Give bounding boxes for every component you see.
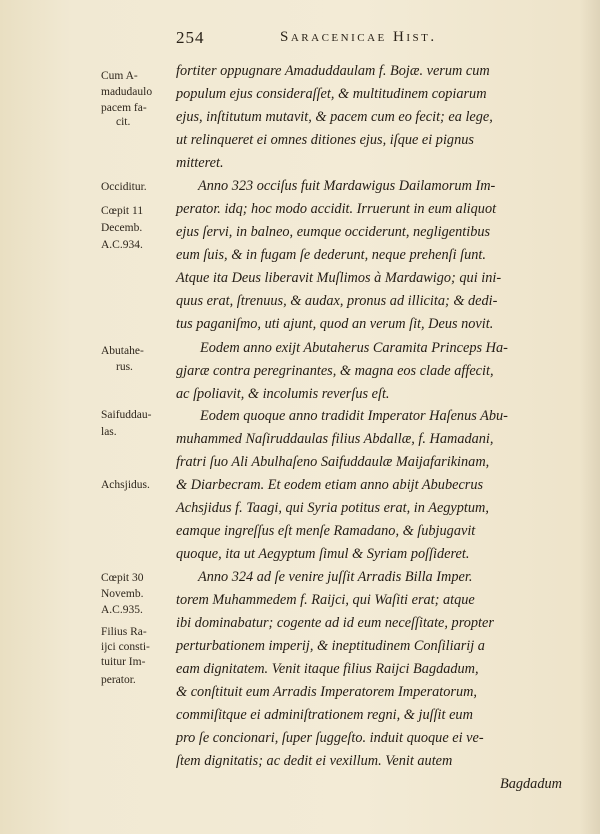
text-line: gjaræ contra peregrinantes, & magna eos clade affecit, bbox=[176, 363, 494, 379]
text-line: commiſitque ei adminiſtrationem regni, & juſſit eum bbox=[176, 707, 473, 723]
text-line: eam dignitatem. Venit itaque filius Raijci Bagdadum, bbox=[176, 661, 479, 677]
page-header bbox=[176, 28, 576, 50]
margin-note: Abutahe- bbox=[101, 345, 144, 357]
text-line: & conſtituit eum Arradis Imperatorem Imperatorum, bbox=[176, 684, 478, 700]
text-line: Eodem anno exijt Abutaherus Caramita Princeps Ha- bbox=[200, 340, 508, 356]
text-line: eamque ingreſſus eſt menſe Ramadano, & ſubjugavit bbox=[176, 523, 476, 539]
text-line: ibi dominabatur; cogente ad id eum neceſſitate, propter bbox=[176, 615, 494, 631]
catchword: Bagdadum bbox=[500, 776, 562, 792]
text-line: fratri ſuo Ali Abulhaſeno Saifuddaulæ Maijafarikinam, bbox=[176, 454, 490, 470]
margin-note: las. bbox=[101, 426, 117, 438]
text-line: eum ſuis, & in fugam ſe dederunt, neque prehenſi ſunt. bbox=[176, 247, 486, 263]
margin-note: ijci consti- bbox=[101, 641, 150, 653]
text-line: fortiter oppugnare Amaduddaulam f. Bojæ. verum cum bbox=[176, 63, 490, 79]
margin-note: Saifuddau- bbox=[101, 409, 152, 421]
margin-note: Cum A- bbox=[101, 70, 138, 82]
page-number: 254 bbox=[176, 28, 205, 47]
text-line: muhammed Naſiruddaulas filius Abdallæ, f. Hamadani, bbox=[176, 431, 494, 447]
margin-note: pacem fa- bbox=[101, 102, 147, 114]
text-line: ut relinqueret ei omnes ditiones ejus, iſque ei pignus bbox=[176, 132, 474, 148]
page-edge-shadow bbox=[580, 0, 600, 834]
text-line: Eodem quoque anno tradidit Imperator Haſenus Abu- bbox=[200, 408, 508, 424]
margin-note: Cœpit 11 bbox=[101, 205, 144, 217]
margin-note: Cœpit 30 bbox=[101, 572, 144, 584]
text-line: ſtem dignitatis; ac dedit ei vexillum. Venit autem bbox=[176, 753, 453, 769]
margin-note: Achsjidus. bbox=[101, 479, 150, 491]
text-line: perturbationem imperij, & ineptitudinem Conſiliarij a bbox=[176, 638, 485, 654]
margin-note: Filius Ra- bbox=[101, 626, 147, 638]
margin-note: Decemb. bbox=[101, 222, 143, 234]
text-line: mitteret. bbox=[176, 155, 224, 171]
margin-note: tuitur Im- bbox=[101, 656, 146, 668]
margin-note: Occiditur. bbox=[101, 181, 147, 193]
text-line: Anno 324 ad ſe venire juſſit Arradis Billa Imper. bbox=[198, 569, 473, 585]
text-line: tus paganiſmo, uti ajunt, quod an verum ſit, Deus novit. bbox=[176, 316, 494, 332]
text-line: quoque, ita ut Aegyptum ſimul & Syriam poſſideret. bbox=[176, 546, 470, 562]
margin-note: A.C.934. bbox=[101, 239, 143, 251]
margin-note: madudaulo bbox=[101, 86, 153, 98]
running-head: Saracenicae Hist. bbox=[280, 29, 437, 45]
text-line: ejus, inſtitutum mutavit, & pacem cum eo fecit; ea lege, bbox=[176, 109, 493, 125]
text-line: populum ejus consideraſſet, & multitudinem copiarum bbox=[176, 86, 487, 102]
margin-note: cit. bbox=[116, 116, 131, 128]
text-line: Achsjidus f. Taagi, qui Syria potitus erat, in Aegyptum, bbox=[176, 500, 489, 516]
text-line: Anno 323 occiſus fuit Mardawigus Dailamorum Im- bbox=[198, 178, 496, 194]
text-line: quus erat, ſtrenuus, & audax, pronus ad illicita; & dedi- bbox=[176, 293, 498, 309]
text-line: perator. idq; hoc modo accidit. Irruerunt in eum aliquot bbox=[176, 201, 497, 217]
margin-note: A.C.935. bbox=[101, 604, 143, 616]
text-line: Atque ita Deus liberavit Muſlimos à Mardawigo; qui ini- bbox=[176, 270, 502, 286]
text-line: ejus ſervi, in balneo, eumque occiderunt, negligentibus bbox=[176, 224, 491, 240]
text-line: pro ſe concionari, ſuper ſuggeſto. induit quoque ei ve- bbox=[176, 730, 484, 746]
text-line: & Diarbecram. Et eodem etiam anno abijt Abubecrus bbox=[176, 477, 484, 493]
margin-note: Novemb. bbox=[101, 588, 144, 600]
margin-note: rus. bbox=[116, 361, 133, 373]
margin-note: perator. bbox=[101, 674, 136, 686]
text-line: ac ſpoliavit, & incolumis reverſus eſt. bbox=[176, 386, 390, 402]
text-line: torem Muhammedem f. Raijci, qui Waſiti erat; atque bbox=[176, 592, 475, 608]
